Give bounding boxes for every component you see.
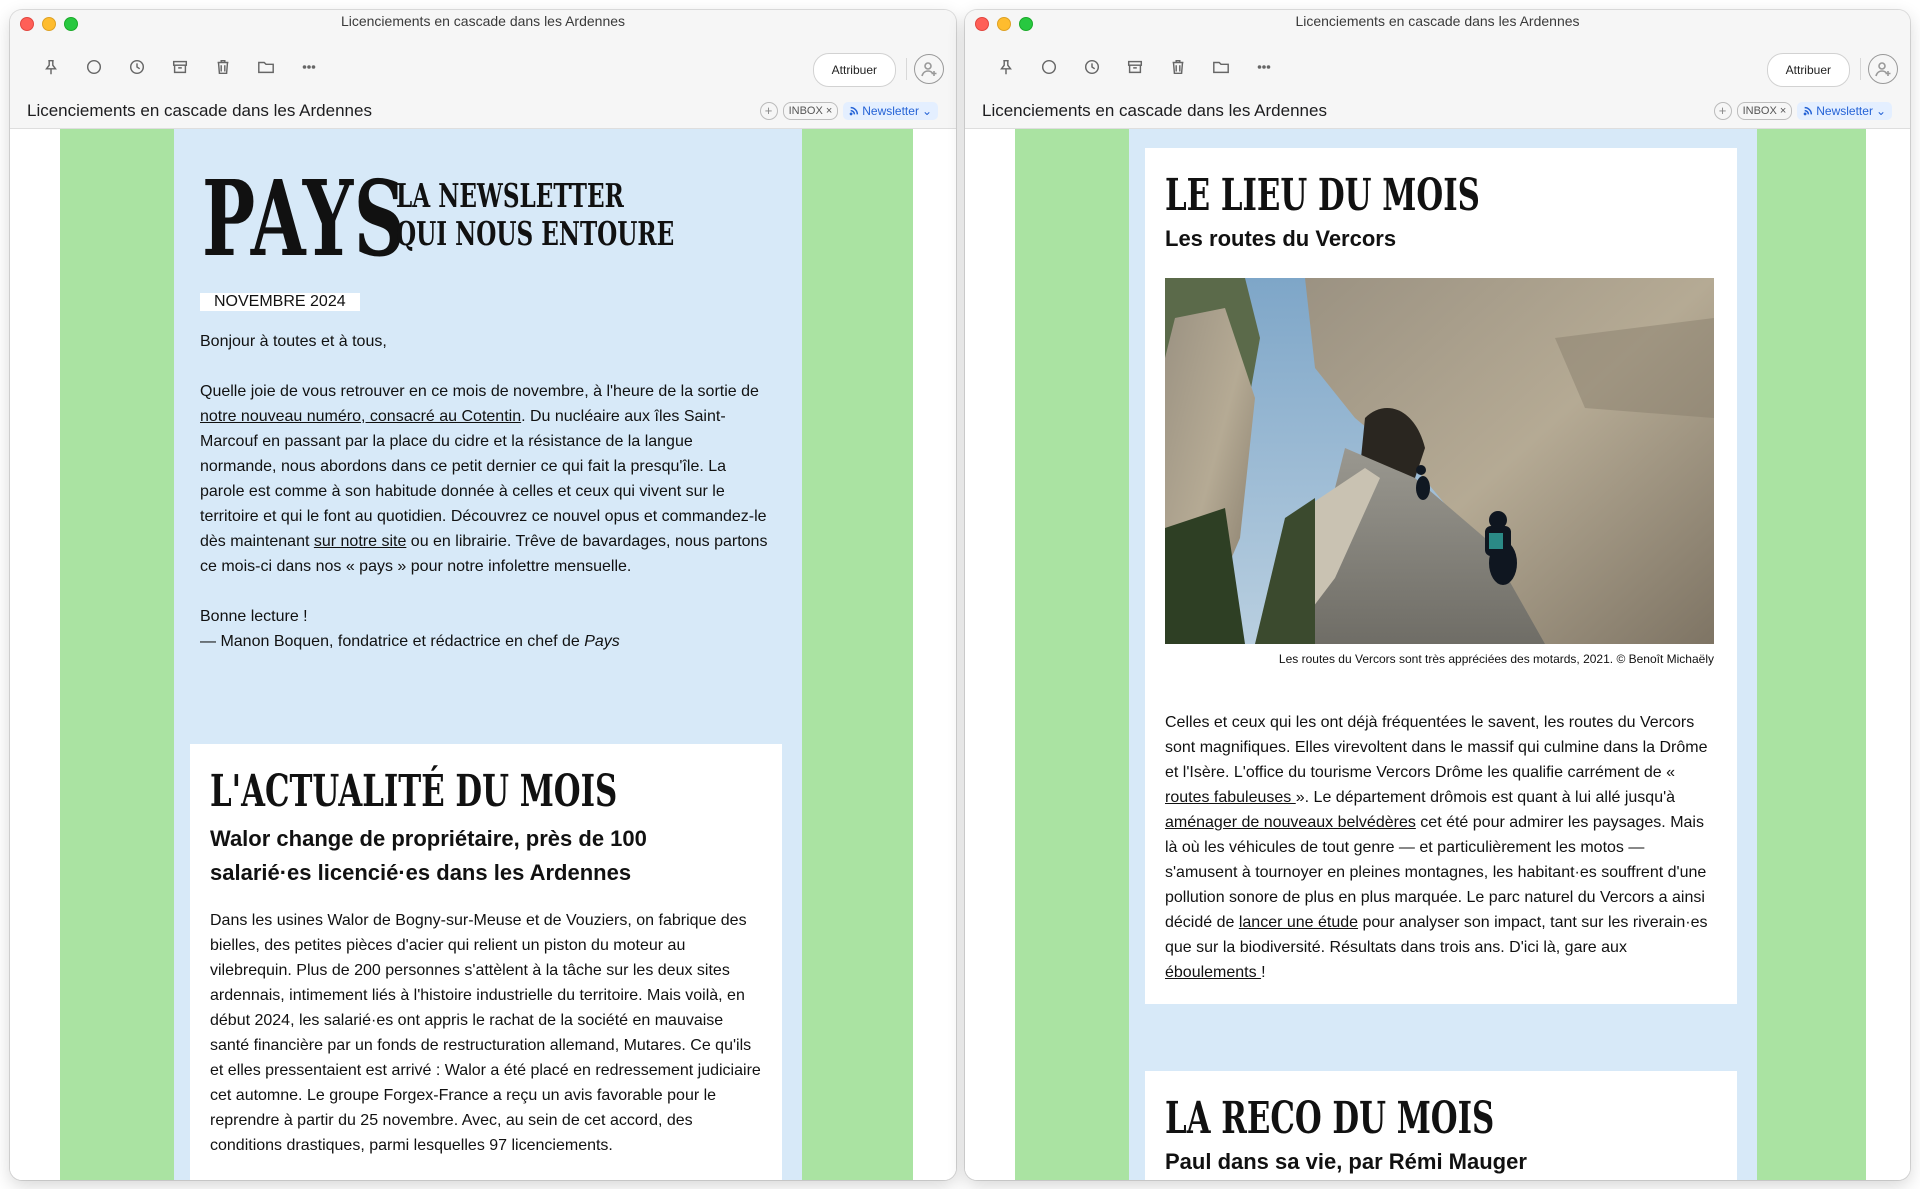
inbox-tag-label: INBOX [1742,105,1777,117]
right-gutter [940,129,956,1180]
delete-button[interactable] [206,50,240,84]
intro-paragraph [200,379,772,579]
snooze-button[interactable] [1075,50,1109,84]
move-button[interactable] [1204,50,1238,84]
green-band-left [60,129,180,1180]
tag-list [760,102,938,120]
chevron-down-icon: ⌄ [921,104,932,118]
clock-icon [1083,58,1101,76]
more-icon [300,58,318,76]
rss-icon [849,106,859,116]
toolbar-separator [906,58,907,80]
lieu-body [1165,710,1717,985]
signature-magazine: Pays [584,633,620,650]
newsletter-panel [1129,129,1757,1180]
intro-text: . Du nucléaire aux îles Saint-Marcouf en passant par la place du cidre et la résistance de la langue normande, nous abordons dans ce petit dernier ce qui fait la presqu'île. La parole est comme à son habitude donnée à celles et ceux qui vivent sur le territoire et qui le font au quotidien. Découvrez ce nouvel opus et commandez-le dès maintenant [200,408,767,550]
more-button[interactable] [1247,50,1281,84]
assign-person-button[interactable] [914,54,944,84]
more-icon [1255,58,1273,76]
message-subject: Licenciements en cascade dans les Ardennes [982,101,1327,120]
toolbar-separator [1860,58,1861,80]
trash-icon [214,58,232,76]
delete-button[interactable] [1161,50,1195,84]
newsletter-tag[interactable] [843,102,938,120]
mark-unread-button[interactable] [1032,50,1066,84]
assign-button[interactable]: Attribuer [813,53,896,87]
inbox-tag[interactable] [1737,102,1793,120]
closing-text: Bonne lecture ! [200,608,308,625]
snooze-button[interactable] [120,50,154,84]
add-tag-button[interactable]: + [1714,102,1732,120]
our-site-link[interactable]: sur notre site [313,533,407,550]
inbox-tag[interactable] [783,102,839,120]
archive-icon [1126,58,1144,76]
green-band-right [796,129,913,1180]
pin-icon [42,58,60,76]
new-issue-link[interactable]: notre nouveau numéro, consacré au Cotentin [200,408,522,425]
message-subject: Licenciements en cascade dans les Ardennes [27,101,372,120]
eboulements-link[interactable]: éboulements [1165,964,1262,981]
vercors-photo [1165,278,1714,644]
pin-button[interactable] [34,50,68,84]
lieu-text: Celles et ceux qui les ont déjà fréquentées le savent, les routes du Vercors sont magnifiques. Elles virevoltent dans le massif qui culmine dans la Drôme et l'Isère. L'office du tourisme Vercors Drôme les qualifie carrément de « [1165,714,1708,781]
green-band-right [1751,129,1866,1180]
newsletter-tagline [396,177,674,254]
more-button[interactable] [292,50,326,84]
assign-person-button[interactable] [1868,54,1898,84]
issue-date: NOVEMBRE 2024 [200,293,360,311]
add-person-icon [919,59,939,79]
circle-icon [85,58,103,76]
intro-text: Quelle joie de vous retrouver en ce mois de novembre, à l'heure de la sortie de [200,383,759,400]
lieu-text: cet été pour admirer les paysages. Mais là où les véhicules de tout genre — et particulièrement les motos — s'amusent à tournoyer en pleines montagnes, les habitant·es souffrent d'une pollution sonore de plus en plus marquée. Le parc naturel du Vercors a ainsi décidé de [1165,814,1707,931]
toolbar [965,44,1910,90]
actu-card [190,744,782,1180]
newsletter-panel [174,129,802,1180]
rss-icon [1803,106,1813,116]
vercors-road-image [1165,278,1714,644]
archive-icon [171,58,189,76]
closing [200,604,772,654]
message-body [10,129,956,1180]
etude-link[interactable]: lancer une étude [1238,914,1359,931]
left-gutter [965,129,981,1180]
clock-icon [128,58,146,76]
actu-body: Dans les usines Walor de Bogny-sur-Meuse et de Vouziers, on fabrique des bielles, des petites pièces d'acier qui relient un piston du moteur au vilebrequin. Plus de 200 personnes s'attèlent à la tâche sur les deux sites ardennais, intimement liés à l'histoire industrielle du territoire. Mais voilà, en début 2024, les salarié·es ont appris le rachat de la société en mauvaise santé financière par un fonds de restructuration allemand, Mutares. Ce qu'ils et elles pressentaient est arrivé : Walor a été placé en redressement judiciaire cet automne. Le groupe Forgex-France a reçu un avis favorable pour le reprendre à partir du 25 novembre. Avec, au sein de cet accord, des conditions drastiques, parmi lesquelles 97 licenciements. [210,912,761,1154]
newsletter-tag-label: Newsletter [862,104,919,118]
lieu-heading: LE LIEU DU MOIS [1165,170,1480,221]
subject-bar [10,98,956,128]
reco-card [1145,1071,1737,1180]
routes-fabuleuses-link[interactable]: routes fabuleuses [1165,789,1296,806]
lieu-text: ! [1261,964,1266,981]
move-button[interactable] [249,50,283,84]
add-person-icon [1873,59,1893,79]
left-gutter [10,129,26,1180]
titlebar [965,10,1910,129]
editorial-letter [200,329,772,654]
chevron-down-icon: ⌄ [1875,104,1886,118]
reco-heading: LA RECO DU MOIS [1165,1093,1495,1144]
archive-button[interactable] [163,50,197,84]
mail-window-right [965,10,1910,1180]
actu-heading: L'ACTUALITÉ DU MOIS [210,766,618,817]
lieu-text: ». Le département drômois est quant à lui allé jusqu'à [1295,789,1676,806]
folder-icon [1212,58,1230,76]
titlebar [10,10,956,129]
folder-icon [257,58,275,76]
inbox-tag-label: INBOX [788,105,823,117]
newsletter-tag-label: Newsletter [1816,104,1873,118]
lieu-card [1145,148,1737,1004]
lieu-text: pour analyser son impact, tant sur les riverain·es que sur la biodiversité. Résultats dans trois ans. D'ici là, gare aux [1165,914,1708,956]
archive-button[interactable] [1118,50,1152,84]
circle-icon [1040,58,1058,76]
newsletter-tag[interactable] [1797,102,1892,120]
greeting: Bonjour à toutes et à tous, [200,333,387,350]
window-title: Licenciements en cascade dans les Ardennes [340,13,626,29]
assign-button[interactable]: Attribuer [1767,53,1850,87]
window-title: Licenciements en cascade dans les Ardennes [1295,13,1580,29]
belvederes-link[interactable]: aménager de nouveaux belvédères [1165,814,1416,831]
pin-icon [997,58,1015,76]
subject-bar [965,98,1910,128]
signature: — Manon Boquen, fondatrice et rédactrice en chef de [200,633,585,650]
trash-icon [1169,58,1187,76]
actu-title: Walor change de propriétaire, près de 100 salarié·es licencié·es dans les Ardennes [210,826,647,885]
add-tag-button[interactable]: + [760,102,778,120]
pin-button[interactable] [989,50,1023,84]
tag-list [1714,102,1892,120]
reco-title: Paul dans sa vie, par Rémi Mauger [1165,1149,1527,1174]
photo-caption: Les routes du Vercors sont très appréciées des motards, 2021. © Benoît Michaëly [1278,652,1714,666]
inbox-tag-remove[interactable]: × [825,105,833,117]
toolbar [10,44,956,90]
lieu-title: Les routes du Vercors [1165,226,1397,251]
right-gutter [1894,129,1910,1180]
mark-unread-button[interactable] [77,50,111,84]
mail-window-left [10,10,956,1180]
tagline-line-2: QUI NOUS ENTOURE [396,214,675,254]
pays-logo: PAYS [202,157,406,280]
message-body [965,129,1910,1180]
green-band-left [1015,129,1135,1180]
tagline-line-1: LA NEWSLETTER [396,176,624,215]
intro-text: ou en librairie. Trêve de bavardages, nous partons ce mois-ci dans nos « pays » pour notre infolettre mensuelle. [200,533,768,575]
inbox-tag-remove[interactable]: × [1779,105,1787,117]
